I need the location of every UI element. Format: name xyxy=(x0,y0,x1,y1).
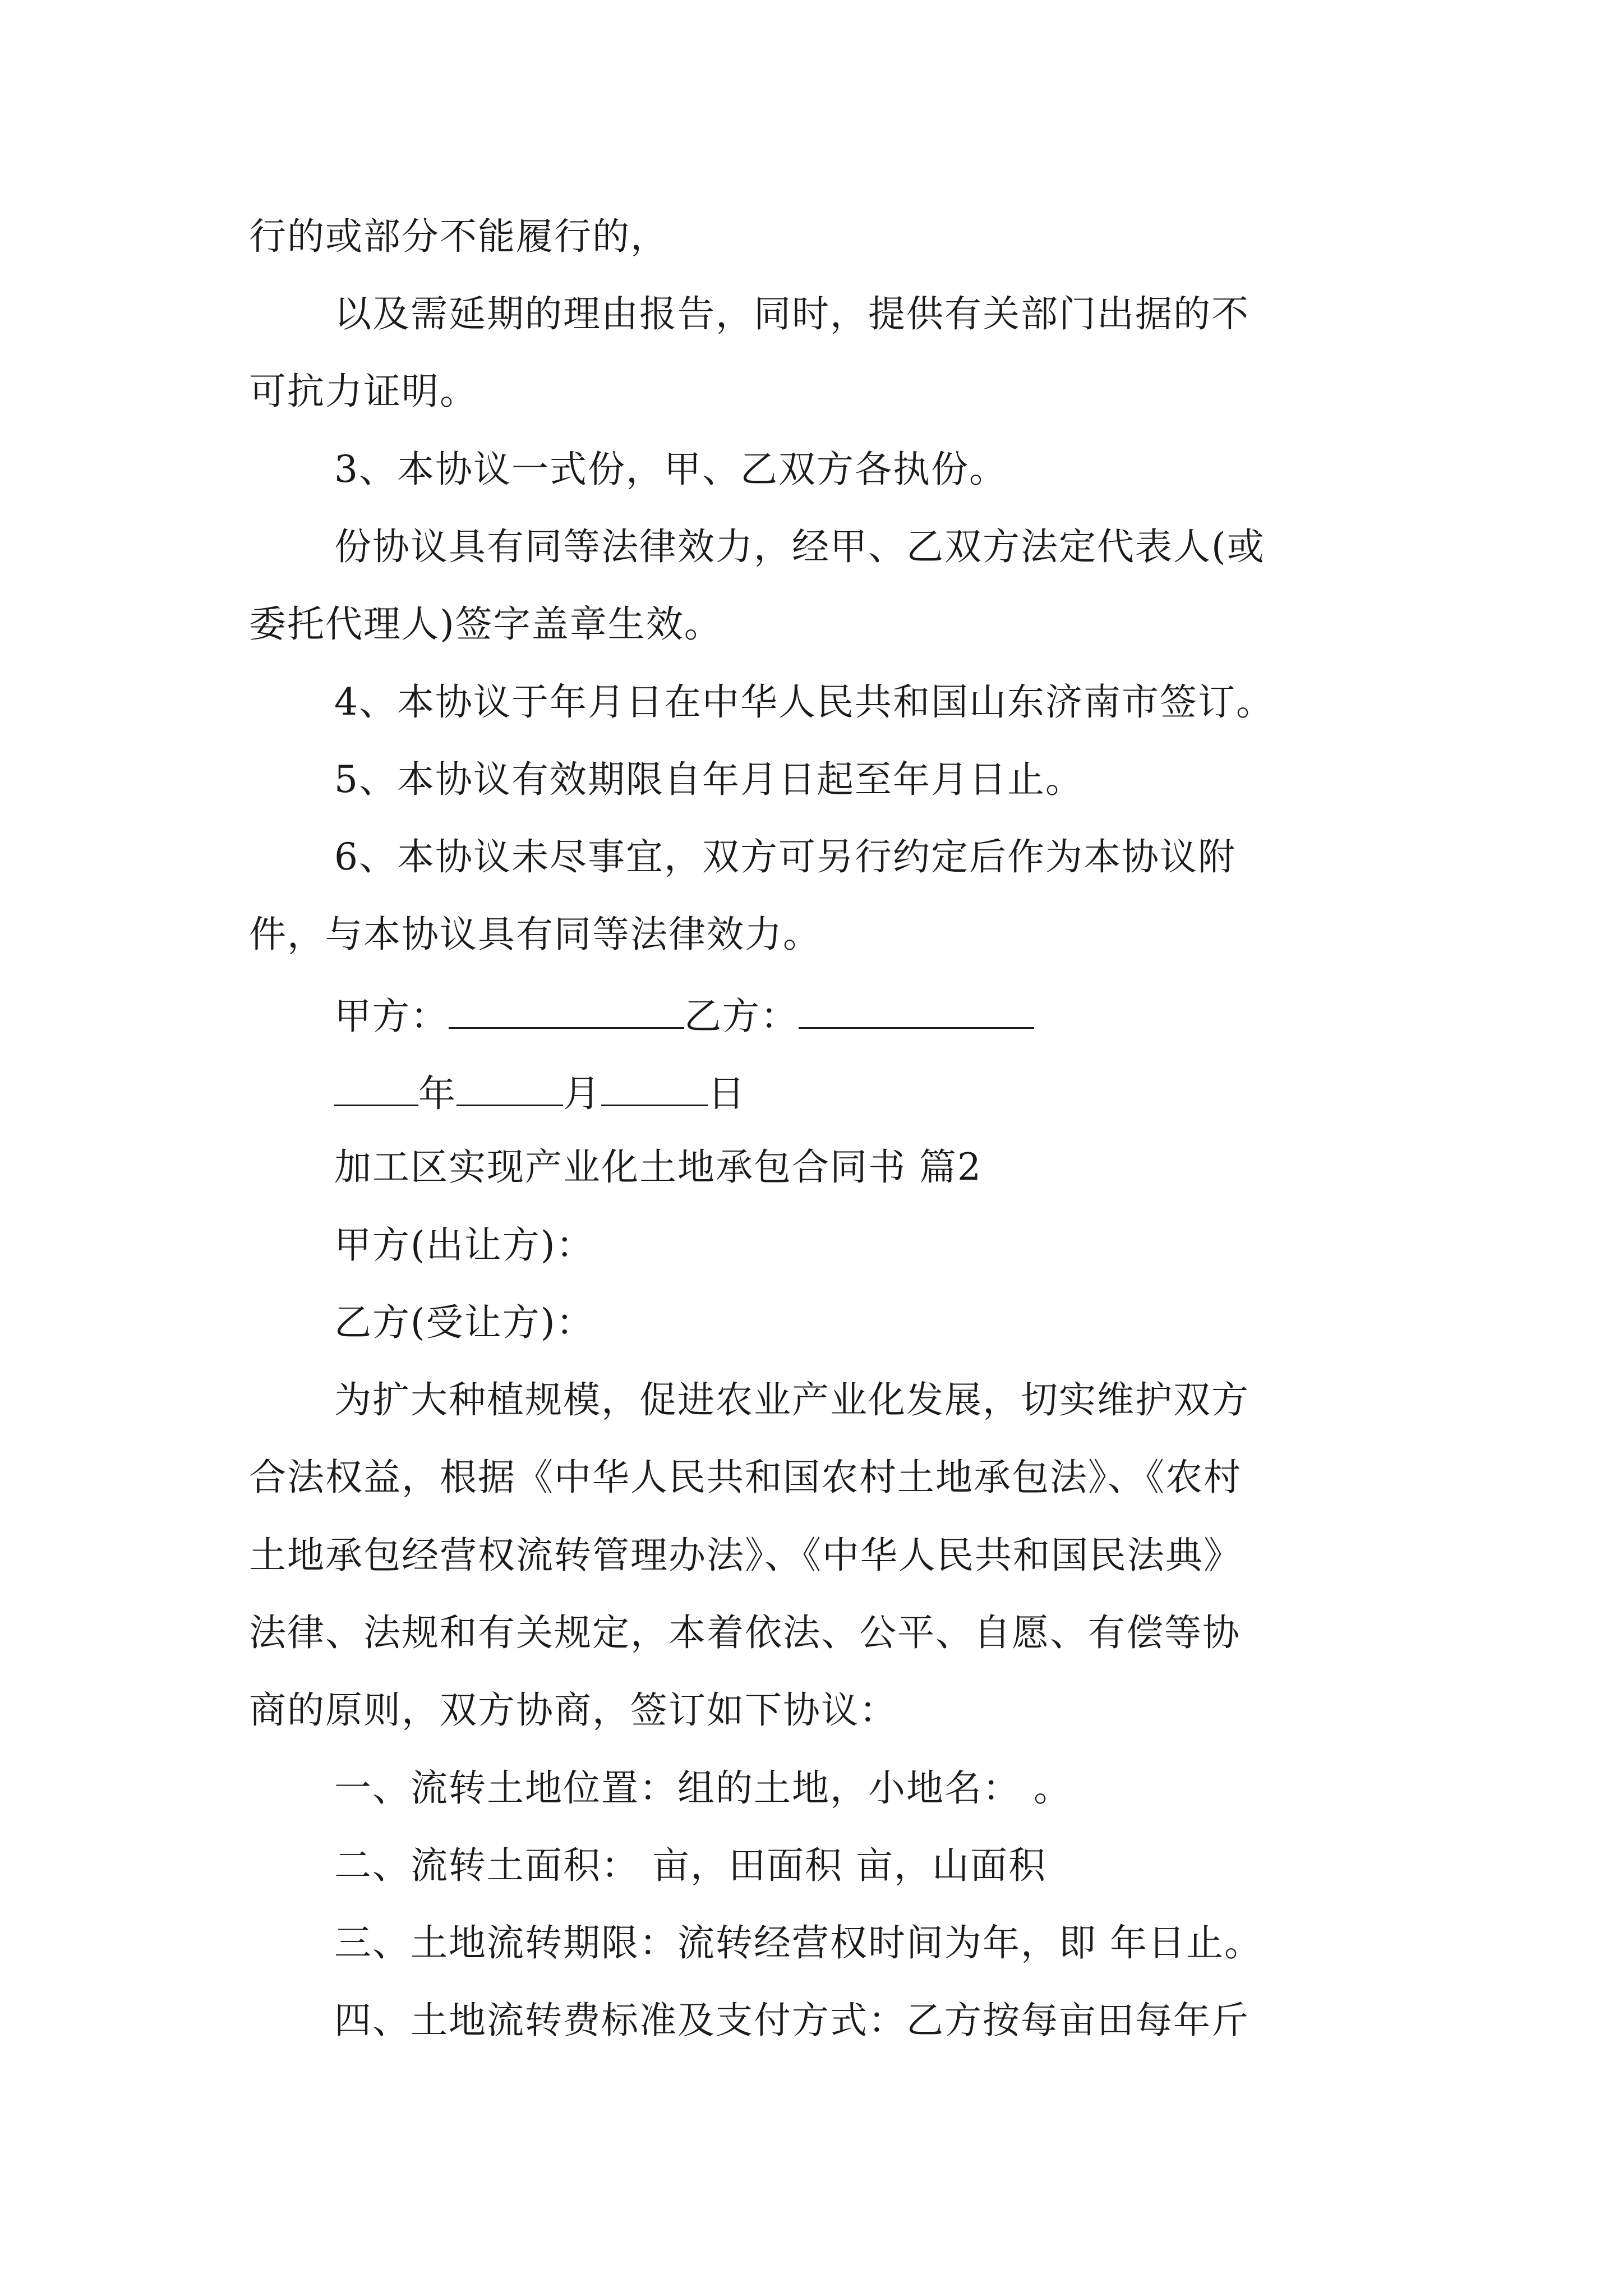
paragraph-line: 三、土地流转期限：流转经营权时间为年，即 年日止。 xyxy=(334,1921,1262,1964)
signature-parties-line xyxy=(334,990,1034,1039)
paragraph-line: 甲方(出让方)： xyxy=(334,1223,594,1267)
month-label: 月 xyxy=(563,1072,601,1115)
year-label: 年 xyxy=(418,1072,457,1115)
paragraph-line: 行的或部分不能履行的， xyxy=(249,215,668,258)
paragraph-line: 委托代理人)签字盖章生效。 xyxy=(249,602,722,646)
paragraph-line: 份协议具有同等法律效力，经甲、乙双方法定代表人(或 xyxy=(334,525,1265,568)
day-label: 日 xyxy=(708,1072,746,1115)
paragraph-line: 5、本协议有效期限自年月日起至年月日止。 xyxy=(334,758,1083,801)
paragraph-line: 法律、法规和有关规定，本着依法、公平、自愿、有偿等协 xyxy=(249,1611,1241,1654)
paragraph-line: 一、流转土地位置：组的土地，小地名： 。 xyxy=(334,1766,1072,1810)
paragraph-line: 四、土地流转费标准及支付方式：乙方按每亩田每年斤 xyxy=(334,1999,1249,2042)
paragraph-line: 4、本协议于年月日在中华人民共和国山东济南市签订。 xyxy=(334,680,1274,724)
paragraph-line: 合法权益，根据《中华人民共和国农村土地承包法》、《农村 xyxy=(249,1456,1242,1499)
paragraph-line: 件，与本协议具有同等法律效力。 xyxy=(249,913,821,956)
paragraph-line: 为扩大种植规模，促进农业产业化发展，切实维护双方 xyxy=(334,1378,1249,1421)
paragraph-line: 二、流转土面积： 亩，田面积 亩，山面积 xyxy=(334,1844,1046,1887)
paragraph-line: 3、本协议一式份，甲、乙双方各执份。 xyxy=(334,448,1007,491)
party-b-blank xyxy=(799,990,1034,1029)
paragraph-line: 商的原则，双方协商，签订如下协议： xyxy=(249,1688,897,1732)
party-a-blank xyxy=(449,990,684,1029)
party-a-label: 甲方： xyxy=(334,995,449,1038)
party-b-label: 乙方： xyxy=(684,995,799,1038)
signature-date-line xyxy=(334,1068,746,1116)
paragraph-line: 以及需延期的理由报告，同时，提供有关部门出据的不 xyxy=(334,292,1249,335)
paragraph-line: 6、本协议未尽事宜，双方可另行约定后作为本协议附 xyxy=(334,835,1236,878)
paragraph-line: 可抗力证明。 xyxy=(249,370,478,413)
section-heading: 加工区实现产业化土地承包合同书 篇2 xyxy=(334,1145,982,1189)
paragraph-line: 土地承包经营权流转管理办法》、《中华人民共和国民法典》 xyxy=(249,1534,1242,1577)
day-blank xyxy=(601,1068,708,1106)
month-blank xyxy=(457,1068,563,1106)
year-blank xyxy=(334,1068,418,1106)
paragraph-line: 乙方(受让方)： xyxy=(334,1301,594,1344)
